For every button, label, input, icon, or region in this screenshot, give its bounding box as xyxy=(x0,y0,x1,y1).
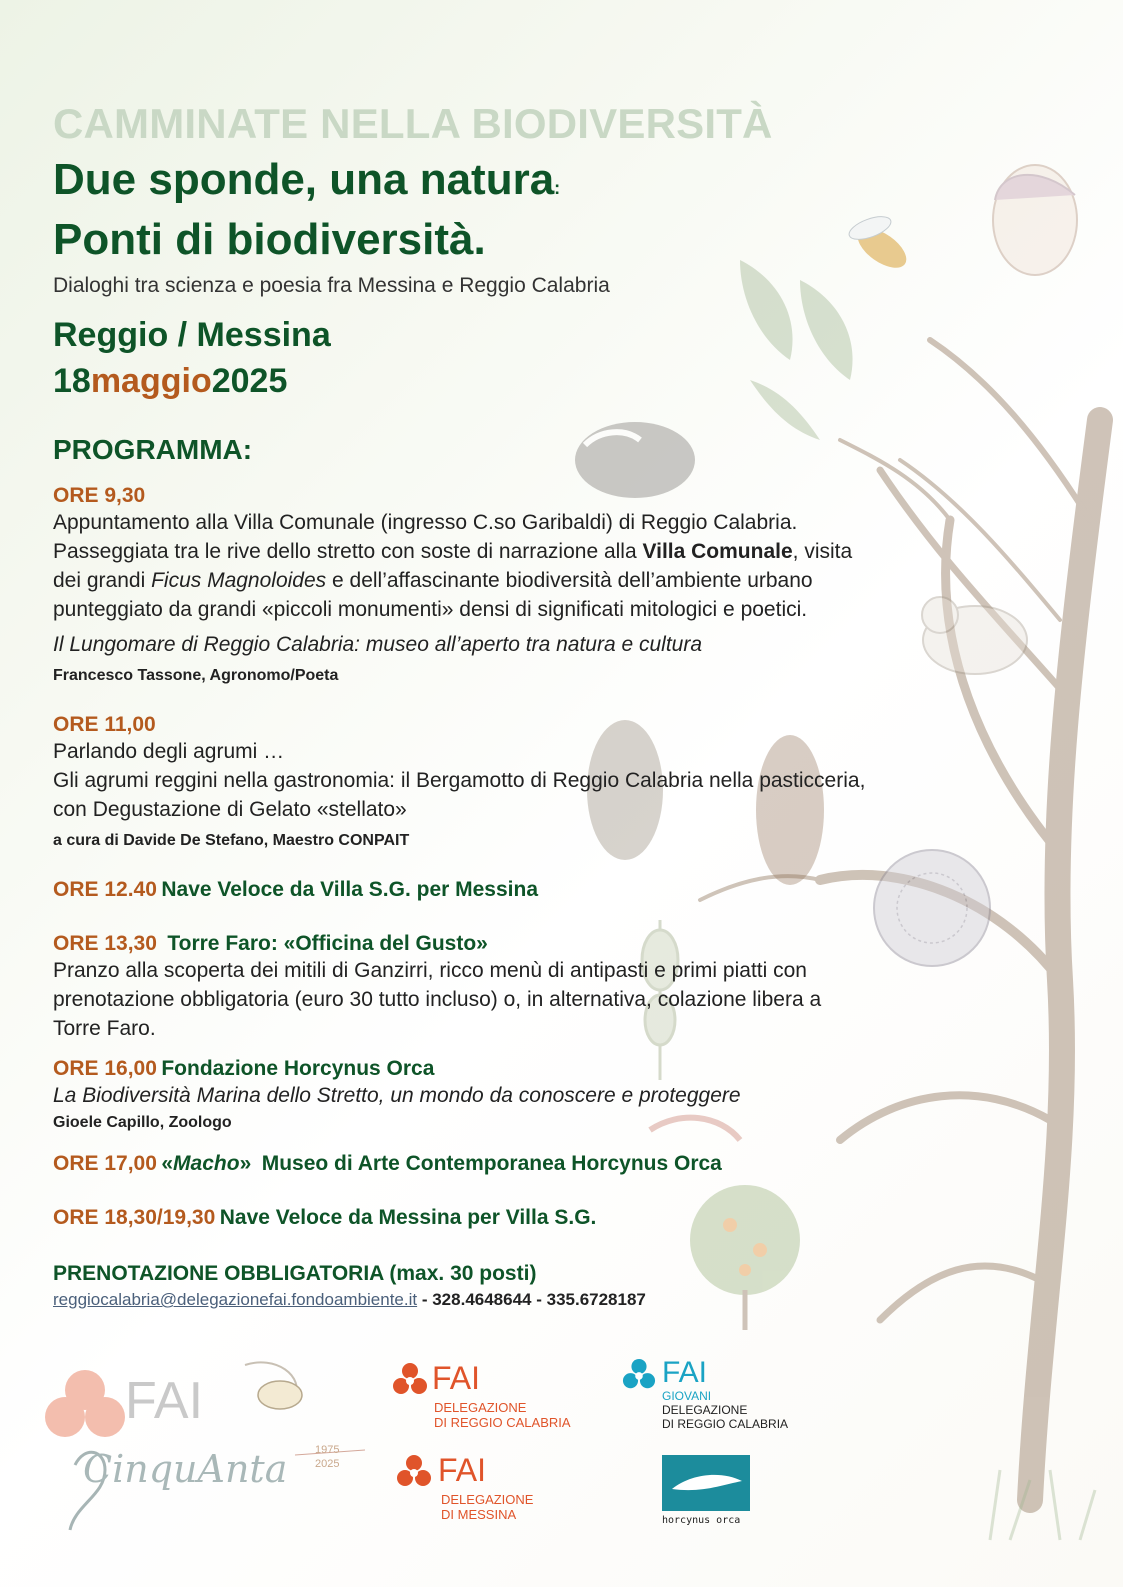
event-line: prenotazione obbligatoria (euro 30 tutto incluso) o, in alternativa, colazione libera a xyxy=(53,988,822,1011)
horcynus-orca-logo xyxy=(662,1455,752,1530)
kicker-title: CAMMINATE NELLA BIODIVERSITÀ xyxy=(53,100,773,147)
event-1600 xyxy=(53,1057,1033,1132)
event-time: ORE 11,00 xyxy=(53,713,156,736)
event-time: ORE 18,30/19,30 xyxy=(53,1206,216,1229)
fai-flower-icon xyxy=(622,1358,656,1392)
phone-numbers: - 328.4648644 - 335.6728187 xyxy=(417,1290,646,1309)
contact-line xyxy=(53,1290,1033,1310)
fai-messina-logo xyxy=(396,1452,576,1532)
event-930 xyxy=(53,484,1033,685)
speaker: Francesco Tassone, Agronomo/Poeta xyxy=(53,667,339,684)
event-line: Appuntamento alla Villa Comunale (ingresso C.so Garibaldi) di Reggio Calabria. xyxy=(53,511,798,534)
place: Reggio / Messina xyxy=(53,316,331,354)
date-day: 18 xyxy=(53,362,91,400)
horcynus-name: horcynus orca xyxy=(662,1515,741,1526)
talk-title: La Biodiversità Marina dello Stretto, un mondo da conoscere e proteggere xyxy=(53,1084,741,1107)
fai-brand: FAI xyxy=(662,1356,708,1389)
event-line: Parlando degli agrumi … xyxy=(53,740,285,763)
fai-brand: FAI xyxy=(432,1360,481,1396)
fai-cinquanta-logo xyxy=(45,1355,375,1545)
event-line: punteggiato da grandi «piccoli monumenti» densi di significati mitologici e poetici. xyxy=(53,598,808,621)
event-time: ORE 9,30 xyxy=(53,484,146,507)
event-title: Museo di Arte Contemporanea Horcynus Orca xyxy=(261,1152,722,1175)
event-time: ORE 17,00 xyxy=(53,1152,157,1175)
event-1330 xyxy=(53,932,1033,1043)
speaker: a cura di Davide De Stefano, Maestro CONPAIT xyxy=(53,832,410,849)
date-month: maggio xyxy=(90,362,212,400)
fai-giovani-logo xyxy=(622,1356,822,1436)
cinquanta-years: 1975 2025 xyxy=(315,1444,340,1470)
orca-icon xyxy=(662,1455,750,1511)
booking-section xyxy=(53,1262,1033,1310)
fai-flower-icon xyxy=(392,1362,428,1398)
event-line: Torre Faro. xyxy=(53,1017,156,1040)
event-line: Gli agrumi reggini nella gastronomia: il Bergamotto di Reggio Calabria nella pasticceria, xyxy=(53,769,866,792)
fai-reggio-calabria-logo xyxy=(392,1360,592,1440)
cinquanta-fai-text: FAI xyxy=(125,1372,204,1430)
event-1240 xyxy=(53,878,1033,902)
cinquanta-script: CinquAnta xyxy=(83,1447,288,1491)
speaker: Gioele Capillo, Zoologo xyxy=(53,1114,232,1131)
horcynus-mark xyxy=(662,1455,750,1511)
event-title: Nave Veloce da Villa S.G. per Messina xyxy=(161,878,538,901)
fai-delegation: DELEGAZIONE xyxy=(441,1492,534,1507)
event-title: Torre Faro: «Officina del Gusto» xyxy=(167,932,488,955)
programma-heading: PROGRAMMA: xyxy=(53,434,253,465)
event-1100 xyxy=(53,713,1033,850)
title-line-2: Ponti di biodiversità. xyxy=(53,215,486,264)
main-title xyxy=(53,154,1033,266)
title-line-1: Due sponde, una natura xyxy=(53,155,555,204)
fai-giovani-label: GIOVANI xyxy=(662,1389,712,1403)
event-title: Nave Veloce da Messina per Villa S.G. xyxy=(219,1206,597,1229)
booking-label: PRENOTAZIONE OBBLIGATORIA (max. 30 posti) xyxy=(53,1262,537,1285)
event-title: Fondazione Horcynus Orca xyxy=(161,1057,435,1080)
fai-delegation-city: DI MESSINA xyxy=(441,1507,517,1522)
fai-delegation: DELEGAZIONE xyxy=(434,1400,527,1415)
email-link[interactable]: reggiocalabria@delegazionefai.fondoambiente.it xyxy=(53,1290,418,1309)
event-title-quote: «Macho» xyxy=(161,1152,252,1175)
event-line: dei grandi Ficus Magnoloides e dell’affascinante biodiversità dell’ambiente urbano xyxy=(53,569,813,592)
event-time: ORE 13,30 xyxy=(53,932,157,955)
subtitle: Dialoghi tra scienza e poesia fra Messina e Reggio Calabria xyxy=(53,274,610,297)
event-1830 xyxy=(53,1206,1033,1230)
event-1700 xyxy=(53,1152,1033,1176)
event-line: Passeggiata tra le rive dello stretto con soste di narrazione alla Villa Comunale, visita xyxy=(53,540,853,563)
title-colon: : xyxy=(554,178,561,198)
fai-delegation-city: DI REGGIO CALABRIA xyxy=(434,1415,571,1430)
event-line: Pranzo alla scoperta dei mitili di Ganzirri, ricco menù di antipasti e primi piatti con xyxy=(53,959,807,982)
event-line: con Degustazione di Gelato «stellato» xyxy=(53,798,407,821)
fai-delegation-city: DI REGGIO CALABRIA xyxy=(662,1417,789,1431)
event-time: ORE 12.40 xyxy=(53,878,157,901)
event-date xyxy=(53,358,1033,404)
poster-content xyxy=(53,100,1033,1310)
event-time: ORE 16,00 xyxy=(53,1057,157,1080)
fai-delegation: DELEGAZIONE xyxy=(662,1403,748,1417)
date-year: 2025 xyxy=(211,362,288,400)
fai-brand: FAI xyxy=(438,1452,487,1488)
fai-flower-icon xyxy=(396,1454,432,1490)
talk-title: Il Lungomare di Reggio Calabria: museo all’aperto tra natura e cultura xyxy=(53,633,703,656)
